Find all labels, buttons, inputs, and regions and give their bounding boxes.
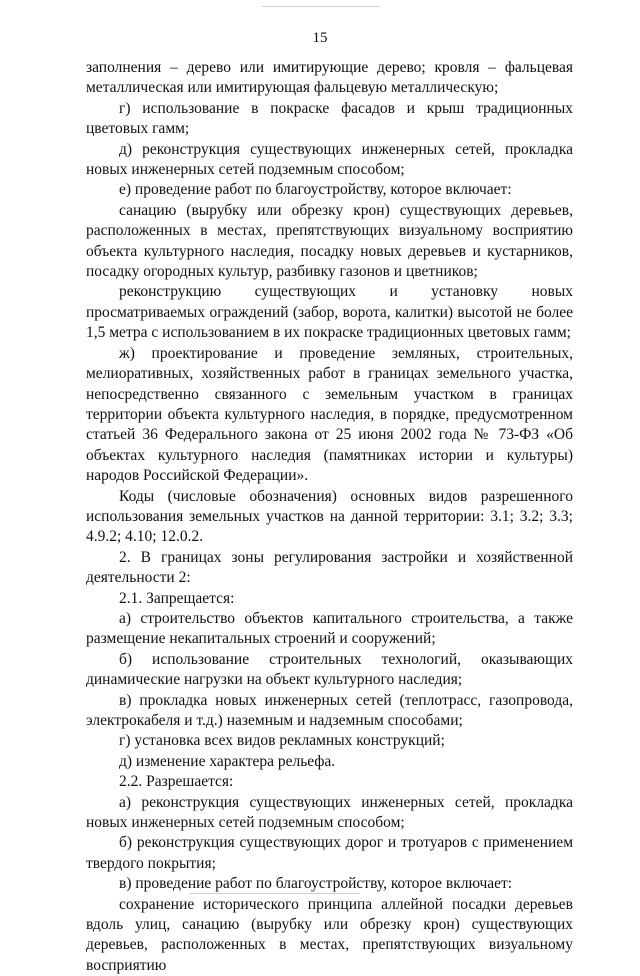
paragraph: заполнения – дерево или имитирующие дерево; кровля – фальцевая металлическая или имитирующая фальцевую металлическую; [86, 59, 573, 97]
paragraph: 2. В границах зоны регулирования застройки и хозяйственной деятельности 2: [86, 548, 573, 587]
paragraph: сохранение исторического принципа аллейной посадки деревьев вдоль улиц, санацию (вырубку или обрезку крон) существующих деревьев, расположенных в местах, препятствующих визуальному восприятию [86, 895, 573, 974]
paragraph: в) проведение работ по благоустройству, которое включает: [119, 875, 513, 893]
paragraph: е) проведение работ по благоустройству, которое включает: [119, 181, 512, 199]
page-number: 15 [312, 30, 328, 46]
paragraph: а) реконструкция существующих инженерных сетей, прокладка новых инженерных сетей подземным способом; [86, 793, 573, 832]
paragraph: 2.1. Запрещается: [119, 589, 235, 607]
paragraph: в) прокладка новых инженерных сетей (теплотрасс, газопровода, электрокабеля и т.д.) наземным и надземным способами; [86, 691, 573, 729]
paragraph: Коды (числовые обозначения) основных видов разрешенного использования земельных участков на данной территории: 3.1; 3.2; 3.3; 4.9.2; 4.10; 12.0.2. [86, 487, 573, 546]
scan-artifact-top [262, 6, 380, 7]
paragraph: санацию (вырубку или обрезку крон) существующих деревьев, расположенных в местах, препятствующих визуальному восприятию объекта культурного наследия, посадку новых деревьев и кустарников, посадку огородных культур, разбивку газонов и цветников; [86, 201, 573, 281]
paragraph: а) строительство объектов капитального строительства, а также размещение некапитальных строений и сооружений; [86, 609, 573, 648]
paragraph: б) реконструкция существующих дорог и тротуаров с применением твердого покрытия; [86, 834, 573, 872]
paragraph: д) изменение характера рельефа. [119, 752, 336, 770]
document-body [86, 58, 573, 976]
paragraph: д) реконструкция существующих инженерных сетей, прокладка новых инженерных сетей подземным способом; [86, 140, 573, 179]
paragraph: ж) проектирование и проведение земляных, строительных, мелиоративных, хозяйственных работ в границах земельного участка, непосредственно связанного с земельным участком в границах территории объекта культурного наследия, в порядке, предусмотренном статьей 36 Федерального закона от 25 июня 2002 года № 73-ФЗ «Об объектах культурного наследия (памятниках истории и культуры) народов Российской Федерации». [86, 344, 573, 485]
paragraph: г) установка всех видов рекламных конструкций; [119, 732, 445, 750]
paragraph: б) использование строительных технологий, оказывающих динамические нагрузки на объект культурного наследия; [86, 650, 573, 689]
paragraph: 2.2. Разрешается: [119, 773, 234, 791]
paragraph: г) использование в покраске фасадов и крыш традиционных цветовых гамм; [86, 99, 573, 138]
paragraph: реконструкцию существующих и установку новых просматриваемых ограждений (забор, ворота, калитки) высотой не более 1,5 метра с использованием в их покраске традиционных цветовых гамм; [86, 283, 573, 342]
